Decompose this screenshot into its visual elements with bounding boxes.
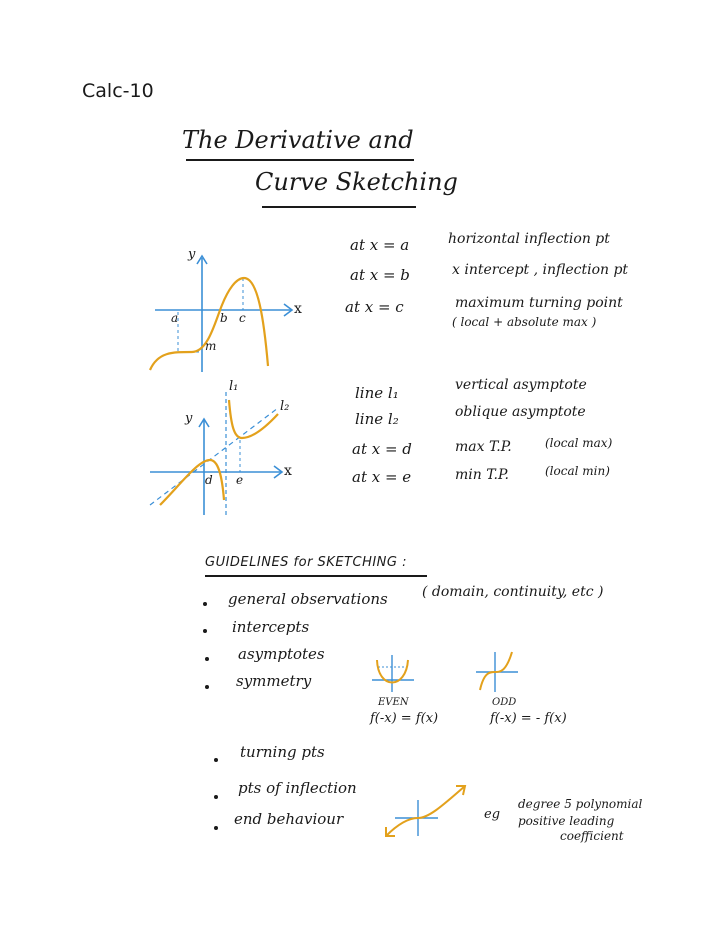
graph2-extra-d: (local max) [545,436,613,450]
eg-label: eg [484,807,501,822]
poly-line-2: positive leading [518,814,615,828]
poly-line-1: degree 5 polynomial [518,797,643,811]
graph1-desc-a: horizontal inflection pt [448,231,610,247]
graph2-extra-e: (local min) [545,464,610,478]
graph2-desc-d: max T.P. [455,439,512,455]
graph2-y-label: y [185,411,193,426]
title-line-2: Curve Sketching [255,168,458,196]
graph1-point-a: at x = a [350,236,410,254]
guideline-end-behaviour: end behaviour [234,810,344,828]
graph2-desc-e: min T.P. [455,467,509,483]
graph2-tick-d: d [205,473,213,487]
graph2-point-l1: line l₁ [355,384,399,402]
graph1-x-label: x [294,301,302,317]
end-curve [386,786,465,836]
graph1-label-m: m [205,339,217,353]
graph2-desc-l1: vertical asymptote [455,377,587,393]
graph1-tick-a: a [171,311,179,325]
graph1-tick-b: b [220,311,228,325]
guideline-general-extra: ( domain, continuity, etc ) [422,584,604,600]
odd-label: ODD [492,697,517,708]
guideline-general: general observations [228,590,388,608]
odd-formula: f(-x) = - f(x) [490,711,567,726]
guideline-turning: turning pts [240,743,325,761]
page-code: Calc-10 [82,80,154,102]
guidelines-heading: GUIDELINES for SKETCHING : [205,555,407,570]
graph1-point-b: at x = b [350,266,410,284]
graph2-tick-e: e [236,473,244,487]
graph2-point-l2: line l₂ [355,410,399,428]
graph1-desc-b: x intercept , inflection pt [452,262,629,278]
graph2-desc-l2: oblique asymptote [455,404,586,420]
graph2-l2-label: l₂ [280,399,290,414]
graph1-y-label: y [188,247,196,262]
poly-line-3: coefficient [560,829,624,843]
guideline-inflection: pts of inflection [238,779,357,797]
guideline-intercepts: intercepts [232,618,310,636]
even-formula: f(-x) = f(x) [370,711,439,726]
graph2-point-d: at x = d [352,440,412,458]
graph1-tick-c: c [239,311,246,325]
graph2-point-e: at x = e [352,468,412,486]
graph1-desc-c: maximum turning point [455,295,623,311]
title-line-1: The Derivative and [182,126,414,154]
graph2-l1-label: l₁ [229,379,239,394]
graph2-x-label: x [284,463,292,479]
guideline-symmetry: symmetry [236,672,312,690]
guideline-asymptotes: asymptotes [238,645,325,663]
graph1-note: ( local + absolute max ) [452,315,597,329]
even-label: EVEN [378,697,409,708]
graph1-point-c: at x = c [345,298,404,316]
